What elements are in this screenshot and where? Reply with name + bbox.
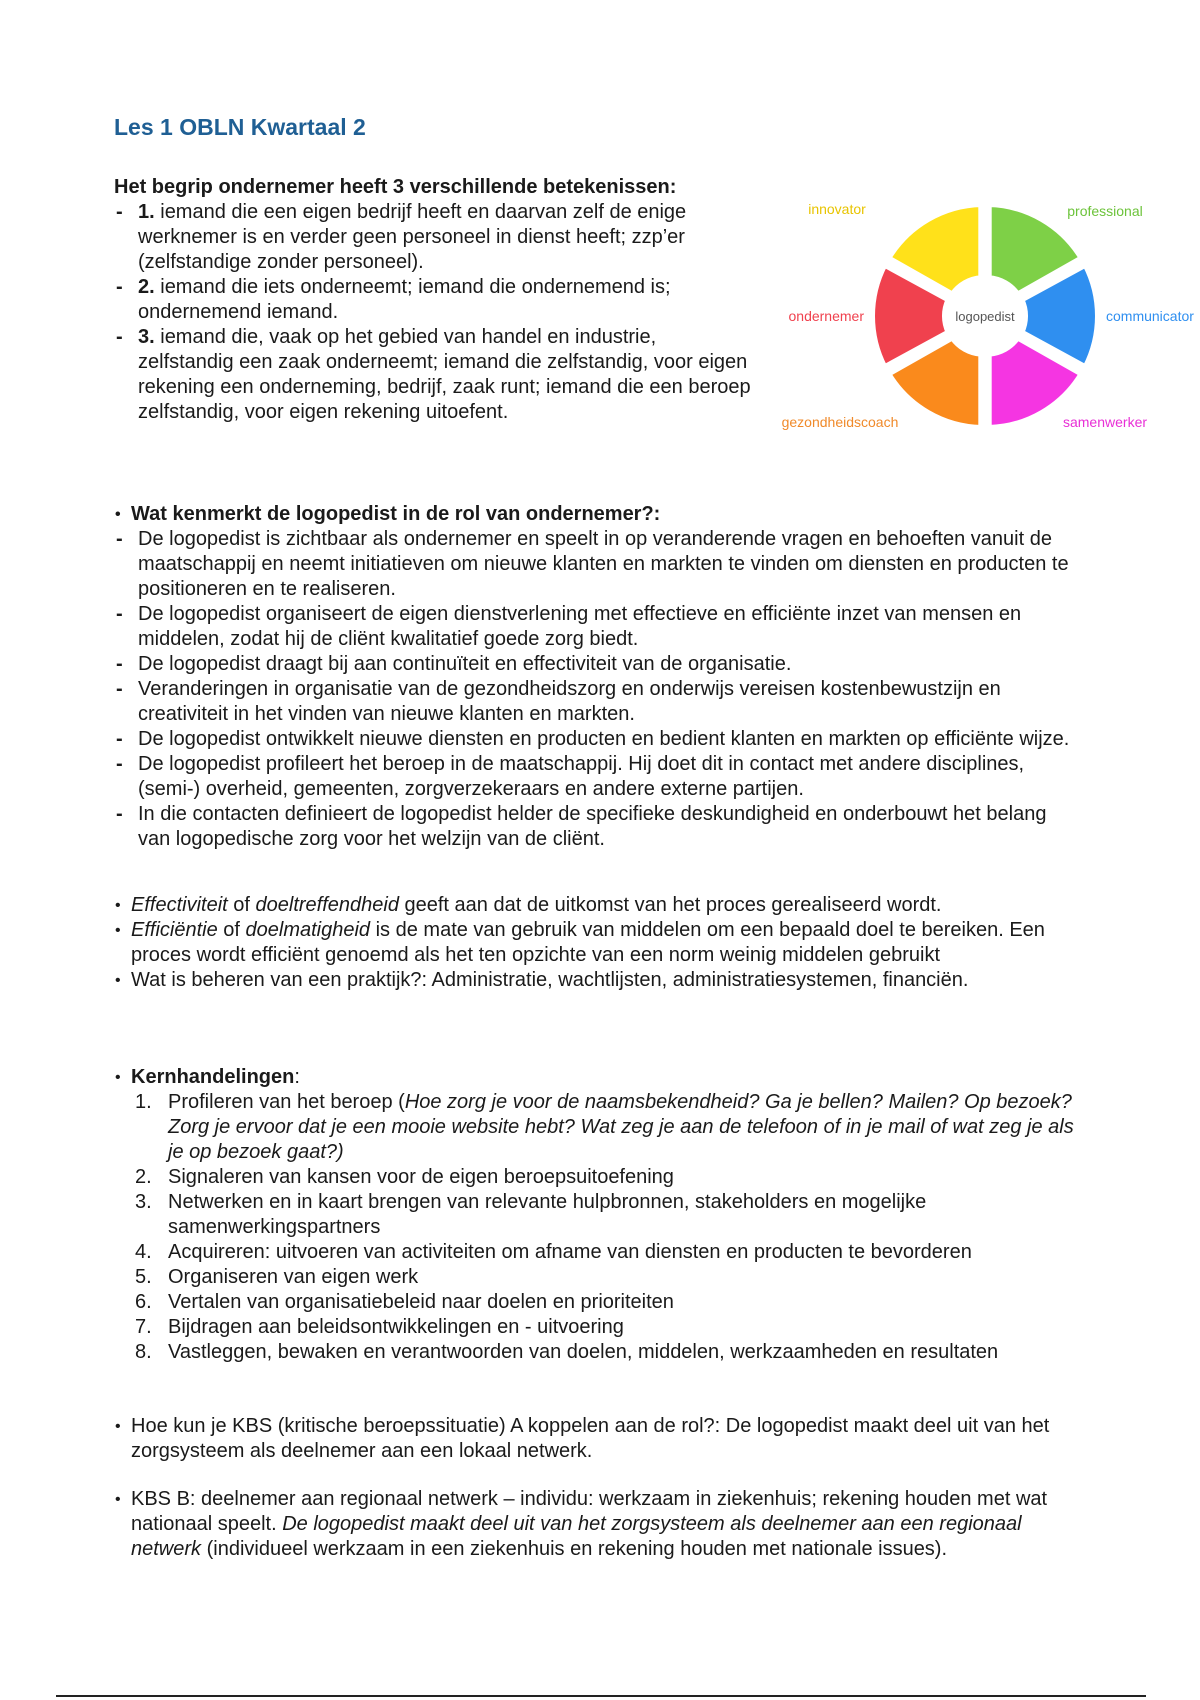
role-wheel — [765, 186, 1200, 446]
definition-text: is de mate van gebruik van middelen om een bepaald doel te bereiken. Een proces wordt efficiënt genoemd als het ten opzichte van een norm weinig middelen gebruikt — [131, 919, 1045, 966]
efficientie-definition — [114, 918, 1084, 968]
wheel-label-ondernemer: ondernemer — [788, 308, 864, 324]
item-number: 5. — [135, 1266, 152, 1288]
item-number: 2. — [138, 276, 155, 298]
intro-section — [114, 175, 754, 425]
wheel-label-professional: professional — [1067, 203, 1143, 219]
connector: of — [227, 894, 256, 916]
term: Efficiëntie — [131, 919, 218, 941]
list-item — [114, 1165, 1084, 1190]
kernhandelingen-section — [114, 1065, 1084, 1365]
list-item: - Veranderingen in organisatie van de gezondheidszorg en onderwijs vereisen kostenbewustzijn en creativiteit in het vinden van nieuwe klanten en markten. — [114, 677, 1074, 727]
item-number: 2. — [135, 1166, 152, 1188]
kbs-b-italic: De logopedist maakt deel uit van het zorgsysteem als deelnemer aan een regionaal netwerk — [131, 1513, 1022, 1560]
kbs-b-text: KBS B: deelnemer aan regionaal netwerk – individu: werkzaam in ziekenhuis; rekening houden met wat nationaal speelt. — [131, 1488, 1048, 1535]
term: doelmatigheid — [245, 919, 371, 941]
heading-colon: : — [294, 1066, 300, 1088]
list-item: - De logopedist organiseert de eigen dienstverlening met effectieve en efficiënte inzet van mensen en middelen, zodat hij de cliënt kwalitatief goede zorg biedt. — [114, 602, 1074, 652]
heading-text: Kernhandelingen — [131, 1066, 295, 1088]
list-item — [114, 1240, 1084, 1265]
list-item — [114, 1315, 1084, 1340]
list-item: - De logopedist draagt bij aan continuïteit en effectiviteit van de organisatie. — [114, 652, 1074, 677]
list-item: - De logopedist ontwikkelt nieuwe diensten en producten en bedient klanten en markten op efficiënte wijze. — [114, 727, 1074, 752]
list-item — [114, 1265, 1084, 1290]
list-item — [114, 1290, 1084, 1315]
item-italic-text: Hoe zorg je voor de naamsbekendheid? Ga je bellen? Mailen? Op bezoek? Zorg je ervoor dat je een mooie website hebt? Wat zeg je aan de telefoon of in je mail of wat zeg je als je op bezoek gaat?) — [168, 1091, 1074, 1163]
kbs-b-paragraph — [114, 1487, 1084, 1562]
list-item — [114, 1340, 1084, 1365]
item-text: Organiseren van eigen werk — [168, 1266, 419, 1288]
item-text: Acquireren: uitvoeren van activiteiten om afname van diensten en producten te bevorderen — [168, 1241, 972, 1263]
item-number: 6. — [135, 1291, 152, 1313]
rol-list — [114, 527, 1074, 852]
term: Effectiviteit — [131, 894, 228, 916]
item-text: iemand die, vaak op het gebied van handel en industrie, zelfstandig een zaak onderneemt; iemand die zelfstandig, voor eigen rekening een onderneming, bedrijf, zaak runt; iemand die een beroep zelfstandig, voor eigen rekening uitoefent. — [138, 326, 751, 423]
item-number: 3. — [138, 326, 155, 348]
item-number: 1. — [135, 1091, 152, 1113]
wheel-center-label: logopedist — [955, 309, 1015, 324]
definition-text: geeft aan dat de uitkomst van het proces gerealiseerd wordt. — [398, 894, 942, 916]
item-number: 3. — [135, 1191, 152, 1213]
item-number: 1. — [138, 201, 155, 223]
list-item — [114, 325, 754, 425]
kbs-a-text: • Hoe kun je KBS (kritische beroepssituatie) A koppelen aan de rol?: De logopedist maakt deel uit van het zorgsysteem als deelnemer aan een lokaal netwerk. — [114, 1414, 1084, 1464]
wheel-label-samenwerker: samenwerker — [1062, 414, 1148, 430]
item-text: iemand die een eigen bedrijf heeft en daarvan zelf de enige werknemer is en verder geen personeel in dienst heeft; zzp’er (zelfstandige zonder personeel). — [138, 201, 687, 273]
item-text: Bijdragen aan beleidsontwikkelingen en - uitvoering — [168, 1316, 624, 1338]
list-item — [114, 1190, 1084, 1240]
page-title: Les 1 OBLN Kwartaal 2 — [114, 114, 366, 140]
item-text: Signaleren van kansen voor de eigen beroepsuitoefening — [168, 1166, 674, 1188]
definitions-section — [114, 893, 1084, 993]
item-text: Profileren van het beroep ( — [168, 1091, 405, 1113]
item-text: Netwerken en in kaart brengen van relevante hulpbronnen, stakeholders en mogelijke samenwerkingspartners — [168, 1191, 927, 1238]
item-number: 8. — [135, 1341, 152, 1363]
kernhandelingen-heading — [114, 1065, 1084, 1090]
kbs-a-section — [114, 1414, 1084, 1464]
list-item: - In die contacten definieert de logopedist helder de specifieke deskundigheid en onderbouwt het belang van logopedische zorg voor het welzijn van de cliënt. — [114, 802, 1074, 852]
wheel-label-communicator: communicator — [1106, 308, 1194, 324]
item-text: iemand die iets onderneemt; iemand die ondernemend is; ondernemend iemand. — [138, 276, 671, 323]
list-item: - De logopedist is zichtbaar als ondernemer en speelt in op veranderende vragen en behoeften vanuit de maatschappij en neemt initiatieven om nieuwe klanten en markten te vinden om diensten en producten te positioneren en te realiseren. — [114, 527, 1074, 602]
connector: of — [217, 919, 246, 941]
intro-list — [114, 200, 754, 425]
beheren-definition: • Wat is beheren van een praktijk?: Administratie, wachtlijsten, administratiesystemen, financiën. — [114, 968, 1084, 993]
role-wheel-graphic — [765, 186, 1200, 446]
rol-heading: • Wat kenmerkt de logopedist in de rol van ondernemer?: — [114, 502, 1074, 527]
kbs-b-section — [114, 1487, 1084, 1562]
list-item — [114, 275, 754, 325]
list-item: - De logopedist profileert het beroep in de maatschappij. Hij doet dit in contact met andere disciplines, (semi-) overheid, gemeenten, zorgverzekeraars en andere externe partijen. — [114, 752, 1074, 802]
rol-section — [114, 502, 1074, 852]
effectiviteit-definition — [114, 893, 1084, 918]
footer-divider — [56, 1695, 1146, 1697]
item-number: 7. — [135, 1316, 152, 1338]
wheel-label-gezondheidscoach: gezondheidscoach — [781, 414, 899, 430]
kbs-b-end: (individueel werkzaam in een ziekenhuis en rekening houden met nationale issues). — [201, 1538, 948, 1560]
list-item — [114, 1090, 1084, 1165]
item-text: Vertalen van organisatiebeleid naar doelen en prioriteiten — [168, 1291, 674, 1313]
list-item — [114, 200, 754, 275]
kernhandelingen-list — [114, 1090, 1084, 1365]
item-number: 4. — [135, 1241, 152, 1263]
wheel-label-innovator: innovator — [808, 201, 866, 217]
item-text: Vastleggen, bewaken en verantwoorden van doelen, middelen, werkzaamheden en resultaten — [168, 1341, 999, 1363]
term: doeltreffendheid — [255, 894, 399, 916]
intro-heading: Het begrip ondernemer heeft 3 verschillende betekenissen: — [114, 176, 677, 198]
